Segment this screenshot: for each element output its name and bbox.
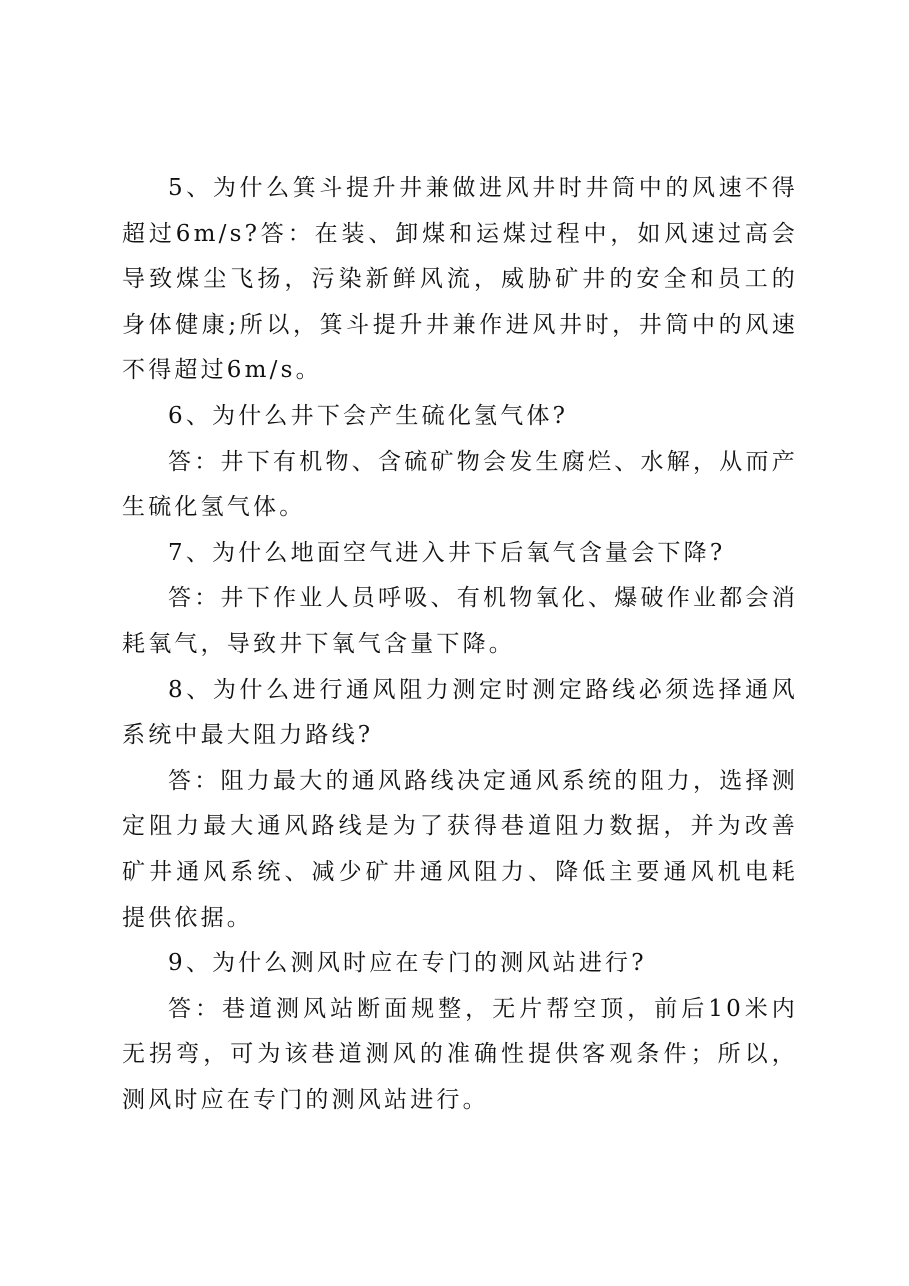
paragraph-q9-answer: 答：巷道测风站断面规整，无片帮空顶，前后10米内无拐弯，可为该巷道测风的准确性提供客观条件；所以，测风时应在专门的测风站进行。 [122,995,798,1113]
paragraph-q7-question: 7、为什么地面空气进入井下后氧气含量会下降? [168,539,726,566]
paragraph-q7-answer: 答：井下作业人员呼吸、有机物氧化、爆破作业都会消耗氧气，导致井下氧气含量下降。 [122,585,798,657]
document-body [122,166,798,1123]
paragraph-q9-question: 9、为什么测风时应在专门的测风站进行? [168,950,647,977]
paragraph-q6-question: 6、为什么井下会产生硫化氢气体? [168,402,569,429]
paragraph-q6-answer: 答：井下有机物、含硫矿物会发生腐烂、水解，从而产生硫化氢气体。 [122,448,798,521]
paragraph-q8-answer: 答：阻力最大的通风路线决定通风系统的阻力，选择测定阻力最大通风路线是为了获得巷道阻力数据，并为改善矿井通风系统、减少矿井通风阻力、降低主要通风机电耗提供依据。 [122,767,798,931]
paragraph-q8-question: 8、为什么进行通风阻力测定时测定路线必须选择通风系统中最大阻力路线? [122,676,798,749]
paragraph-q5: 5、为什么箕斗提升井兼做进风井时井筒中的风速不得超过6m/s?答：在装、卸煤和运煤过程中，如风速过高会导致煤尘飞扬，污染新鲜风流，威胁矿井的安全和员工的身体健康;所以，箕斗提升井兼作进风井时，井筒中的风速不得超过6m/s。 [122,175,798,384]
